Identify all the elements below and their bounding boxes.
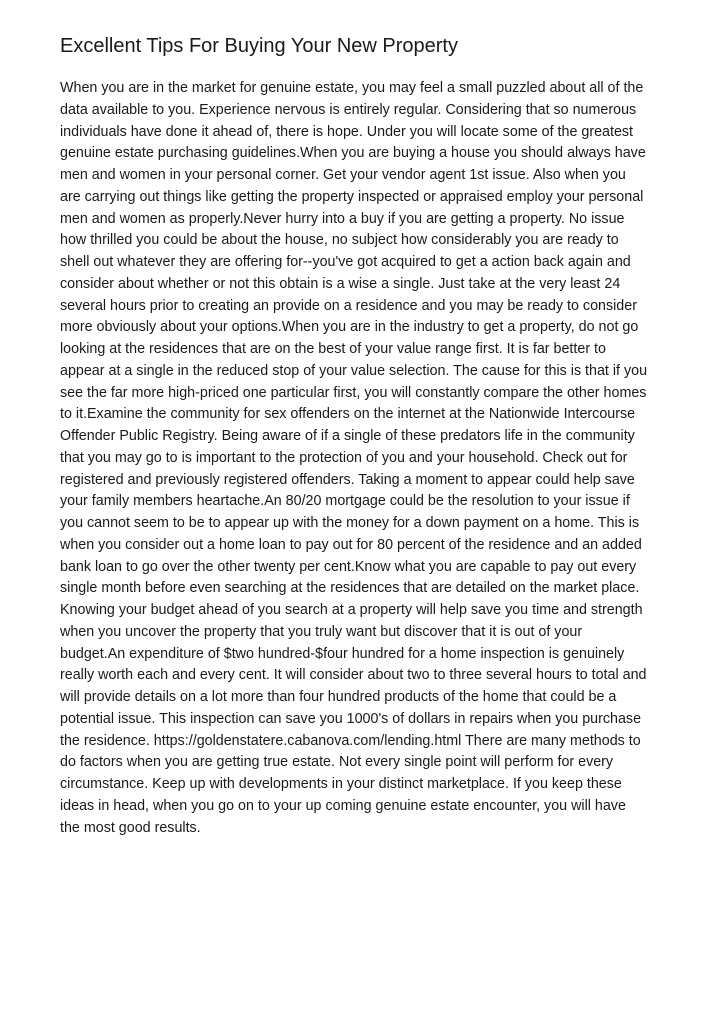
- body-line: several hours prior to creating an provide on a residence and you may be ready to consider: [60, 297, 637, 314]
- body-line: consider about whether or not this obtain is a wise a single. Just take at the very least 24: [60, 275, 621, 292]
- body-line: looking at the residences that are on the best of your value range first. It is far better to: [60, 341, 606, 357]
- body-line: single month before even searching at the residences that are detailed on the market place.: [60, 580, 640, 597]
- body-line: more obviously about your options.When you are in the industry to get a property, do not go: [60, 319, 639, 336]
- body-line: Offender Public Registry. Being aware of if a single of these predators life in the community: [60, 428, 635, 444]
- body-line: budget.An expenditure of $two hundred-$four hundred for a home inspection is genuinely: [60, 645, 625, 662]
- body-line: ideas in head, when you go on to your up coming genuine estate encounter, you will have: [60, 797, 626, 814]
- body-line: men and women in your personal corner. Get your vendor agent 1st issue. Also when you: [60, 167, 626, 183]
- body-line: appear at a single in the reduced stop of your value selection. The cause for this is that if you: [60, 362, 648, 379]
- body-line: genuine estate purchasing guidelines.When you are buying a house you should always have: [60, 145, 646, 162]
- body-line: when you consider out a home loan to pay out for 80 percent of the residence and an added: [60, 536, 642, 553]
- body-line: that you may go to is important to the protection of you and your household. Check out for: [60, 449, 628, 466]
- body-line: do factors when you are getting true estate. Not every single point will perform for every: [60, 754, 614, 771]
- body-line: bank loan to go over the other twenty per cent.Know what you are capable to pay out every: [60, 558, 637, 575]
- body-line: when you uncover the property that you truly want but discover that it is out of your: [60, 623, 583, 640]
- body-line: Knowing your budget ahead of you search at a property will help save you time and strength: [60, 602, 643, 618]
- body-line: your family members heartache.An 80/20 mortgage could be the resolution to your issue if: [60, 493, 630, 510]
- body-line: are carrying out things like getting the property inspected or appraised employ your personal: [60, 188, 644, 205]
- body-line: registered and previously registered offenders. Taking a moment to appear could help save: [60, 471, 635, 488]
- body-line: really worth each and every cent. It will consider about two to three several hours to total and: [60, 667, 647, 684]
- document-title: Excellent Tips For Buying Your New Property: [60, 35, 458, 57]
- body-line: see the far more high-priced one particular first, you will constantly compare the other homes: [60, 384, 647, 401]
- body-line: the residence. https://goldenstatere.cabanova.com/lending.html There are many methods to: [60, 732, 641, 749]
- body-line: you cannot seem to be to appear up with the money for a down payment on a home. This is: [60, 515, 640, 531]
- document-body: [60, 78, 660, 839]
- body-line: will provide details on a lot more than four hundred products of the home that could be a: [60, 689, 617, 705]
- body-line: men and women as properly.Never hurry into a buy if you are getting a property. No issue: [60, 210, 625, 227]
- body-line: potential issue. This inspection can save you 1000's of dollars in repairs when you purchase: [60, 710, 642, 727]
- body-line: When you are in the market for genuine estate, you may feel a small puzzled about all of the: [60, 80, 644, 96]
- body-line: how thrilled you could be about the house, no subject how considerably you are ready to: [60, 232, 619, 249]
- body-line: data available to you. Experience nervous is entirely regular. Considering that so numerous: [60, 101, 637, 118]
- body-line: individuals have done it ahead of, there is hope. Under you will locate some of the greatest: [60, 123, 634, 140]
- body-line: to it.Examine the community for sex offenders on the internet at the Nationwide Intercourse: [60, 406, 636, 423]
- body-line: shell out whatever they are offering for--you've got acquired to get a action back again and: [60, 254, 631, 270]
- body-line: circumstance. Keep up with developments in your distinct marketplace. If you keep these: [60, 776, 622, 792]
- body-line: the most good results.: [60, 819, 201, 836]
